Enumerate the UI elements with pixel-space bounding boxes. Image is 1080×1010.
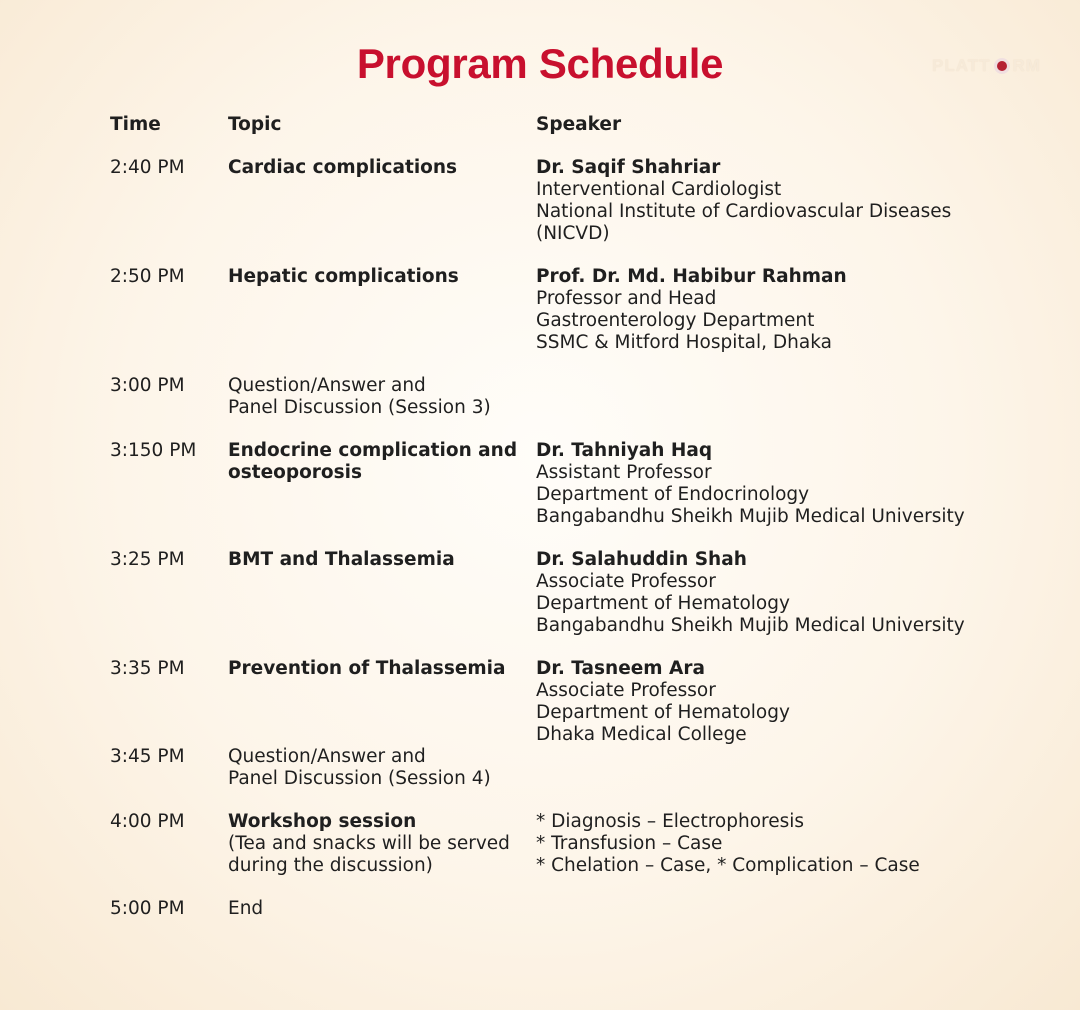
speaker-name: Dr. Tasneem Ara xyxy=(536,658,705,679)
speaker-detail: Department of Hematology xyxy=(536,702,790,723)
row-time: 3:35 PM xyxy=(110,658,185,679)
watermark-text-right: RM xyxy=(1012,56,1041,75)
topic-line: Question/Answer and xyxy=(228,746,426,767)
row-topic xyxy=(228,375,536,419)
row-speaker xyxy=(536,375,1010,419)
row-speaker xyxy=(536,549,1010,637)
row-speaker xyxy=(536,811,1010,877)
watermark-o-icon xyxy=(997,61,1007,71)
speaker-detail: Department of Hematology xyxy=(536,593,790,614)
speaker-detail: Bangabandhu Sheikh Mujib Medical University xyxy=(536,615,965,636)
topic-title: Prevention of Thalassemia xyxy=(228,658,506,679)
workshop-item: * Chelation – Case, * Complication – Case xyxy=(536,855,920,876)
speaker-detail: Assistant Professor xyxy=(536,462,712,483)
workshop-item: * Transfusion – Case xyxy=(536,833,723,854)
row-topic xyxy=(228,549,536,637)
topic-title: Cardiac complications xyxy=(228,157,458,178)
header-time: Time xyxy=(110,114,161,135)
row-speaker xyxy=(536,266,1010,354)
topic-line: (Tea and snacks will be served xyxy=(228,833,510,854)
speaker-name: Prof. Dr. Md. Habibur Rahman xyxy=(536,266,847,287)
topic-line: Panel Discussion (Session 3) xyxy=(228,397,491,418)
speaker-detail: Gastroenterology Department xyxy=(536,310,815,331)
topic-title: Hepatic complications xyxy=(228,266,459,287)
schedule-table xyxy=(110,114,1010,920)
row-speaker xyxy=(536,440,1010,528)
row-topic xyxy=(228,157,536,245)
table-row xyxy=(110,375,1010,419)
topic-title: osteoporosis xyxy=(228,462,362,483)
row-time: 3:25 PM xyxy=(110,549,185,570)
speaker-name: Dr. Saqif Shahriar xyxy=(536,157,721,178)
row-speaker xyxy=(536,157,1010,245)
row-time: 2:40 PM xyxy=(110,157,185,178)
speaker-detail: National Institute of Cardiovascular Diseases xyxy=(536,201,952,222)
row-time: 5:00 PM xyxy=(110,898,185,919)
speaker-detail: Bangabandhu Sheikh Mujib Medical University xyxy=(536,506,965,527)
row-time: 3:00 PM xyxy=(110,375,185,396)
table-row xyxy=(110,440,1010,528)
speaker-detail: SSMC & Mitford Hospital, Dhaka xyxy=(536,332,832,353)
row-topic xyxy=(228,266,536,354)
topic-title: Workshop session xyxy=(228,811,417,832)
speaker-name: Dr. Tahniyah Haq xyxy=(536,440,713,461)
row-topic xyxy=(228,811,536,877)
speaker-detail: Department of Endocrinology xyxy=(536,484,810,505)
row-time: 3:45 PM xyxy=(110,746,185,767)
row-topic xyxy=(228,440,536,528)
row-topic xyxy=(228,898,536,920)
page-title: Program Schedule xyxy=(356,40,724,87)
row-time: 4:00 PM xyxy=(110,811,185,832)
row-speaker xyxy=(536,658,1010,746)
speaker-detail: Professor and Head xyxy=(536,288,717,309)
workshop-item: * Diagnosis – Electrophoresis xyxy=(536,811,805,832)
table-row xyxy=(110,549,1010,637)
topic-line: Question/Answer and xyxy=(228,375,426,396)
row-time: 2:50 PM xyxy=(110,266,185,287)
table-row xyxy=(110,266,1010,354)
speaker-detail: Interventional Cardiologist xyxy=(536,179,782,200)
table-row xyxy=(110,157,1010,245)
watermark-text-left: PLATT xyxy=(932,56,991,75)
topic-line: during the discussion) xyxy=(228,855,433,876)
table-row xyxy=(110,746,1010,790)
header-topic: Topic xyxy=(228,114,282,135)
table-header-row xyxy=(110,114,1010,136)
row-speaker xyxy=(536,898,1010,920)
topic-title: Endocrine complication and xyxy=(228,440,518,461)
row-topic xyxy=(228,658,536,746)
row-topic xyxy=(228,746,536,790)
speaker-detail: Dhaka Medical College xyxy=(536,724,747,745)
speaker-detail: Associate Professor xyxy=(536,571,716,592)
row-speaker xyxy=(536,746,1010,790)
speaker-detail: (NICVD) xyxy=(536,223,610,244)
row-time: 3:150 PM xyxy=(110,440,197,461)
speaker-name: Dr. Salahuddin Shah xyxy=(536,549,747,570)
table-row xyxy=(110,658,1010,746)
topic-line: Panel Discussion (Session 4) xyxy=(228,768,491,789)
platform-watermark-logo xyxy=(932,54,1078,78)
table-row xyxy=(110,898,1010,920)
header-speaker: Speaker xyxy=(536,114,622,135)
topic-title: BMT and Thalassemia xyxy=(228,549,455,570)
table-row xyxy=(110,811,1010,877)
topic-line: End xyxy=(228,898,264,919)
speaker-detail: Associate Professor xyxy=(536,680,716,701)
